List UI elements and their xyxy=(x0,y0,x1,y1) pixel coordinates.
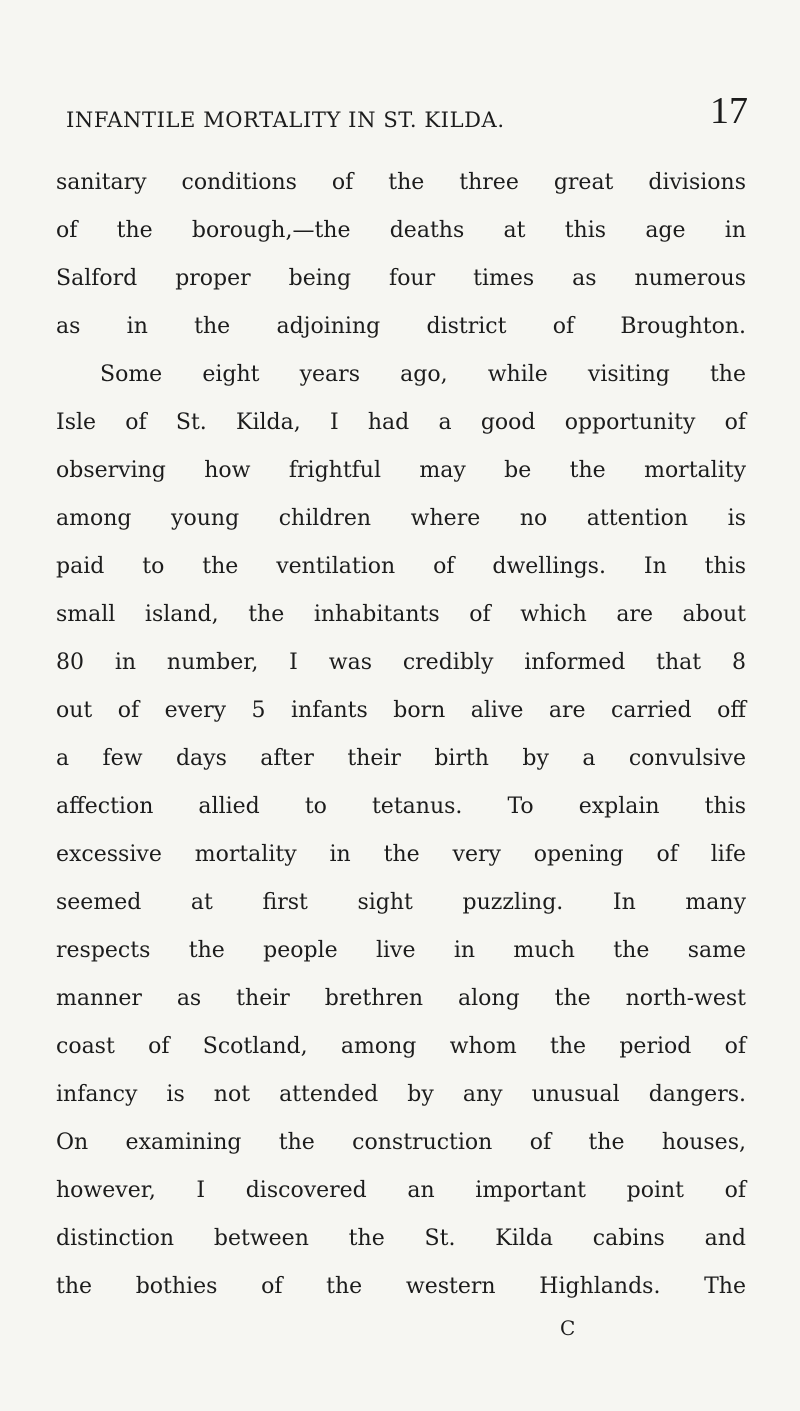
signature-mark: C xyxy=(560,1316,576,1340)
text-line: 80 in number, I was credibly informed that 8 xyxy=(56,650,746,675)
text-line: of the borough,—the deaths at this age in xyxy=(56,218,746,243)
page-number: 17 xyxy=(710,90,748,132)
text-line: infancy is not attended by any unusual dangers. xyxy=(56,1082,746,1107)
text-line: out of every 5 infants born alive are carried off xyxy=(56,698,746,723)
text-line: Some eight years ago, while visiting the xyxy=(100,362,746,387)
text-line: among young children where no attention is xyxy=(56,506,746,531)
text-line: observing how frightful may be the mortality xyxy=(56,458,746,483)
text-line: the bothies of the western Highlands. The xyxy=(56,1274,746,1299)
text-line: affection allied to tetanus. To explain this xyxy=(56,794,746,819)
text-line: Salford proper being four times as numerous xyxy=(56,266,746,291)
text-line: respects the people live in much the same xyxy=(56,938,746,963)
text-line: sanitary conditions of the three great divisions xyxy=(56,170,746,195)
text-line: excessive mortality in the very opening of life xyxy=(56,842,746,867)
text-line: small island, the inhabitants of which are about xyxy=(56,602,746,627)
running-head xyxy=(66,80,766,132)
text-line: distinction between the St. Kilda cabins and xyxy=(56,1226,746,1251)
text-line: however, I discovered an important point of xyxy=(56,1178,746,1203)
text-line: paid to the ventilation of dwellings. In this xyxy=(56,554,746,579)
text-line: manner as their brethren along the north-west xyxy=(56,986,746,1011)
text-line: On examining the construction of the houses, xyxy=(56,1130,746,1155)
text-line: as in the adjoining district of Broughton. xyxy=(56,314,746,339)
text-line: a few days after their birth by a convulsive xyxy=(56,746,746,771)
text-line: seemed at first sight puzzling. In many xyxy=(56,890,746,915)
text-line: coast of Scotland, among whom the period of xyxy=(56,1034,746,1059)
running-title: INFANTILE MORTALITY IN ST. KILDA. xyxy=(66,108,505,132)
text-line: Isle of St. Kilda, I had a good opportunity of xyxy=(56,410,746,435)
